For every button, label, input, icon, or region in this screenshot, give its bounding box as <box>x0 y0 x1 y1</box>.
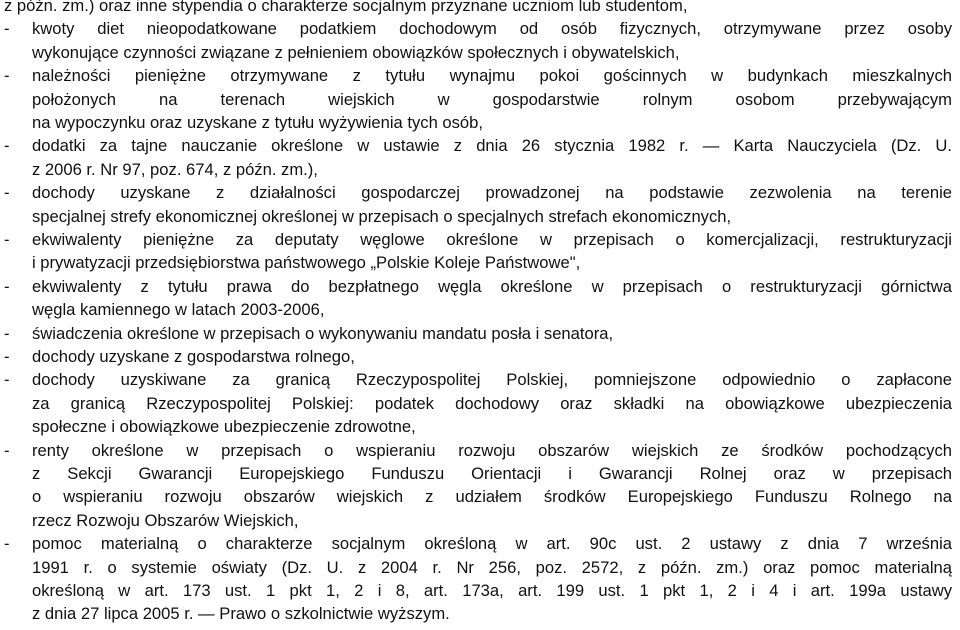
line-text: dodatki za tajne nauczanie określone w ustawie z dnia 26 stycznia 1982 r. — Karta Nauczyciela (Dz. U. <box>32 136 952 156</box>
line-text: położonych na terenach wiejskich w gospodarstwie rolnym osobom przebywającym <box>32 89 952 109</box>
line-text: wykonujące czynności związane z pełnieniem obowiązków społecznych i obywatelskich, <box>32 42 680 62</box>
line-text: z dnia 27 lipca 2005 r. — Prawo o szkolnictwie wyższym. <box>32 604 450 624</box>
line-text: z 2006 r. Nr 97, poz. 674, z późn. zm.), <box>32 159 318 179</box>
text-line <box>0 64 952 88</box>
text-line <box>0 602 952 626</box>
text-line <box>0 41 952 65</box>
line-text: ekwiwalenty z tytułu prawa do bezpłatnego węgla określone w przepisach o restrukturyzacji górnictwa <box>32 276 952 296</box>
text-line <box>0 17 952 41</box>
line-text: za granicą Rzeczypospolitej Polskiej: podatek dochodowy oraz składki na obowiązkowe ubezpieczenia <box>32 393 952 413</box>
line-text: z Sekcji Gwarancji Europejskiego Funduszu Orientacji i Gwarancji Rolnej oraz w przepisach <box>32 464 952 483</box>
line-text: dochody uzyskane z gospodarstwa rolnego, <box>32 347 355 366</box>
line-text: i prywatyzacji przedsiębiorstwa państwowego „Polskie Koleje Państwowe", <box>32 253 581 273</box>
line-text: z późn. zm.) oraz inne stypendia o charakterze socjalnym przyznane uczniom lub studentom, <box>4 0 688 15</box>
list-bullet: - <box>4 276 10 296</box>
text-line <box>0 532 952 556</box>
text-line <box>0 275 952 299</box>
line-text: specjalnej strefy ekonomicznej określonej w przepisach o specjalnych strefach ekonomicznych, <box>32 206 732 226</box>
line-text: określoną w art. 173 ust. 1 pkt 1, 2 i 8, art. 173a, art. 199 ust. 1 pkt 1, 2 i 4 i art. 199a ustawy <box>32 581 952 600</box>
text-line <box>0 368 952 392</box>
list-bullet: - <box>4 440 10 460</box>
text-line <box>0 205 952 229</box>
line-text: renty określone w przepisach o wspieraniu rozwoju obszarów wiejskich ze środków pochodzących <box>32 440 952 460</box>
list-bullet: - <box>4 347 10 366</box>
text-line <box>0 228 952 252</box>
line-text: kwoty diet nieopodatkowane podatkiem dochodowym od osób fizycznych, otrzymywane przez osoby <box>32 19 952 39</box>
line-text: dochody uzyskiwane za granicą Rzeczypospolitej Polskiej, pomniejszone odpowiednio o zapłacone <box>32 370 952 390</box>
text-line <box>0 579 952 603</box>
list-bullet: - <box>4 66 10 86</box>
text-line <box>0 509 952 533</box>
text-line <box>0 462 952 486</box>
list-bullet: - <box>4 19 10 39</box>
line-text: pomoc materialną o charakterze socjalnym określoną w art. 90c ust. 2 ustawy z dnia 7 września <box>32 534 952 554</box>
list-bullet: - <box>4 230 10 249</box>
line-text: należności pieniężne otrzymywane z tytułu wynajmu pokoi gościnnych w budynkach mieszkalnych <box>32 66 952 86</box>
text-line <box>0 134 952 158</box>
line-text: społeczne i obowiązkowe ubezpieczenie zdrowotne, <box>32 417 416 437</box>
list-bullet: - <box>4 534 10 554</box>
text-line <box>0 251 952 275</box>
line-text: na wypoczynku oraz uzyskane z tytułu wyżywienia tych osób, <box>32 113 484 132</box>
text-line <box>0 158 952 182</box>
line-text: węgla kamiennego w latach 2003-2006, <box>32 300 325 320</box>
list-bullet: - <box>4 323 10 343</box>
text-line <box>0 111 952 135</box>
line-text: rzecz Rozwoju Obszarów Wiejskich, <box>32 510 299 530</box>
text-line <box>0 485 952 509</box>
text-line <box>0 556 952 580</box>
list-bullet: - <box>4 136 10 156</box>
line-text: o wspieraniu rozwoju obszarów wiejskich z udziałem środków Europejskiego Funduszu Rolnego na <box>32 487 952 507</box>
line-text: ekwiwalenty pieniężne za deputaty węglowe określone w przepisach o komercjalizacji, restrukturyzacji <box>32 230 952 249</box>
line-text: świadczenia określone w przepisach o wykonywaniu mandatu posła i senatora, <box>32 323 614 343</box>
text-line <box>0 345 952 369</box>
text-line <box>0 322 952 346</box>
text-line <box>0 415 952 439</box>
text-line <box>0 181 952 205</box>
text-line <box>0 88 952 112</box>
list-bullet: - <box>4 370 10 390</box>
line-text: dochody uzyskane z działalności gospodarczej prowadzonej na podstawie zezwolenia na terenie <box>32 183 952 203</box>
text-line <box>0 392 952 416</box>
list-bullet: - <box>4 183 10 203</box>
text-line <box>0 0 952 18</box>
text-line <box>0 439 952 463</box>
text-line <box>0 298 952 322</box>
line-text: 1991 r. o systemie oświaty (Dz. U. z 2004 r. Nr 256, poz. 2572, z późn. zm.) oraz pomoc materialną <box>32 557 952 577</box>
